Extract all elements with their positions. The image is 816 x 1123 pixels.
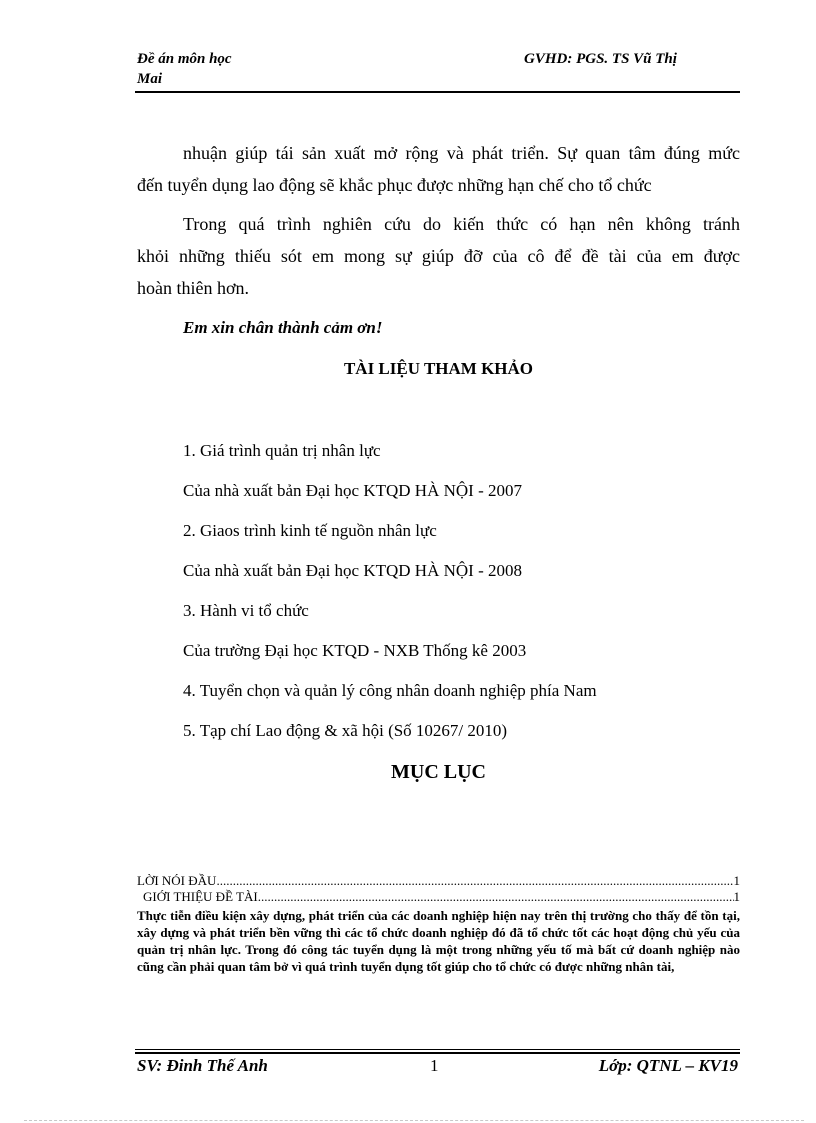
thanks-line: Em xin chân thành cảm ơn! [183,318,383,337]
header-left-line1: Đề án môn học [137,51,232,67]
header-left-line2: Mai [137,71,163,87]
reference-item: Của nhà xuất bản Đại học KTQD HÀ NỘI - 2008 [183,561,522,580]
reference-item: 3. Hành vi tổ chức [183,601,309,620]
header-supervisor: GVHD: PGS. TS Vũ Thị [524,51,677,67]
reference-item: Của nhà xuất bản Đại học KTQD HÀ NỘI - 2007 [183,481,522,500]
toc-entry-topic[interactable] [137,889,740,905]
paragraph-2-line-3: hoàn thiên hơn. [137,278,249,298]
toc-heading: MỤC LỤC [391,761,486,783]
reference-item: 5. Tạp chí Lao động & xã hội (Số 10267/ 2010) [183,721,508,740]
footer-class: Lớp: QTNL – KV19 [598,1056,738,1075]
toc-entry-label: GIỚI THIỆU ĐỀ TÀI [143,889,258,904]
paragraph-2-line-2: khỏi những thiếu sót em mong sự giúp đỡ của cô để đề tài của em được [137,246,740,266]
toc-leader-dots [216,873,733,889]
page-boundary-line [24,1120,804,1121]
reference-item: 2. Giaos trình kinh tế nguồn nhân lực [183,521,437,540]
paragraph-2-line-1: Trong quá trình nghiên cứu do kiến thức có hạn nên không tránh [183,214,740,234]
footer-divider-thin [135,1049,740,1050]
toc-entry-page: 1 [733,873,740,888]
toc-entry-page: 1 [733,889,740,904]
references-heading: TÀI LIỆU THAM KHẢO [343,359,534,378]
reference-item: 4. Tuyển chọn và quản lý công nhân doanh nghiệp phía Nam [183,681,597,700]
paragraph-1-line-2: đến tuyển dụng lao động sẽ khắc phục được những hạn chế cho tổ chức [137,175,652,195]
toc-entry-intro[interactable] [137,873,740,889]
toc-body-paragraph: Thực tiễn điều kiện xây dựng, phát triển của các doanh nghiệp hiện nay trên thị trường cho thấy để tồn tại, xây dựng và phát triển bền vững thì các tổ chức doanh nghiệp đó đã tổ chức tốt các hoạt động chủ yếu của quản trị nhân lực. Trong đó công tác tuyển dụng là một trong những yếu tố mà bất cứ doanh nghiệp nào cũng cần phải quan tâm bở vì quá trình tuyển dụng tốt giúp cho tổ chức có được những nhân tài, [137,908,740,974]
toc-entry-label: LỜI NÓI ĐẦU [137,873,217,888]
paragraph-1 [137,137,740,201]
footer-student-name: SV: Đinh Thế Anh [137,1056,268,1075]
footer-divider-thick [135,1052,740,1054]
reference-item: Của trường Đại học KTQD - NXB Thống kê 2003 [183,641,527,660]
reference-item: 1. Giá trình quản trị nhân lực [183,441,381,460]
header-course-title [137,49,232,89]
header-divider [135,91,740,93]
toc-leader-dots [258,889,734,905]
paragraph-2 [137,208,740,304]
paragraph-1-line-1: nhuận giúp tái sản xuất mở rộng và phát triển. Sự quan tâm đúng mức [183,143,740,163]
footer-page-number: 1 [430,1056,439,1075]
